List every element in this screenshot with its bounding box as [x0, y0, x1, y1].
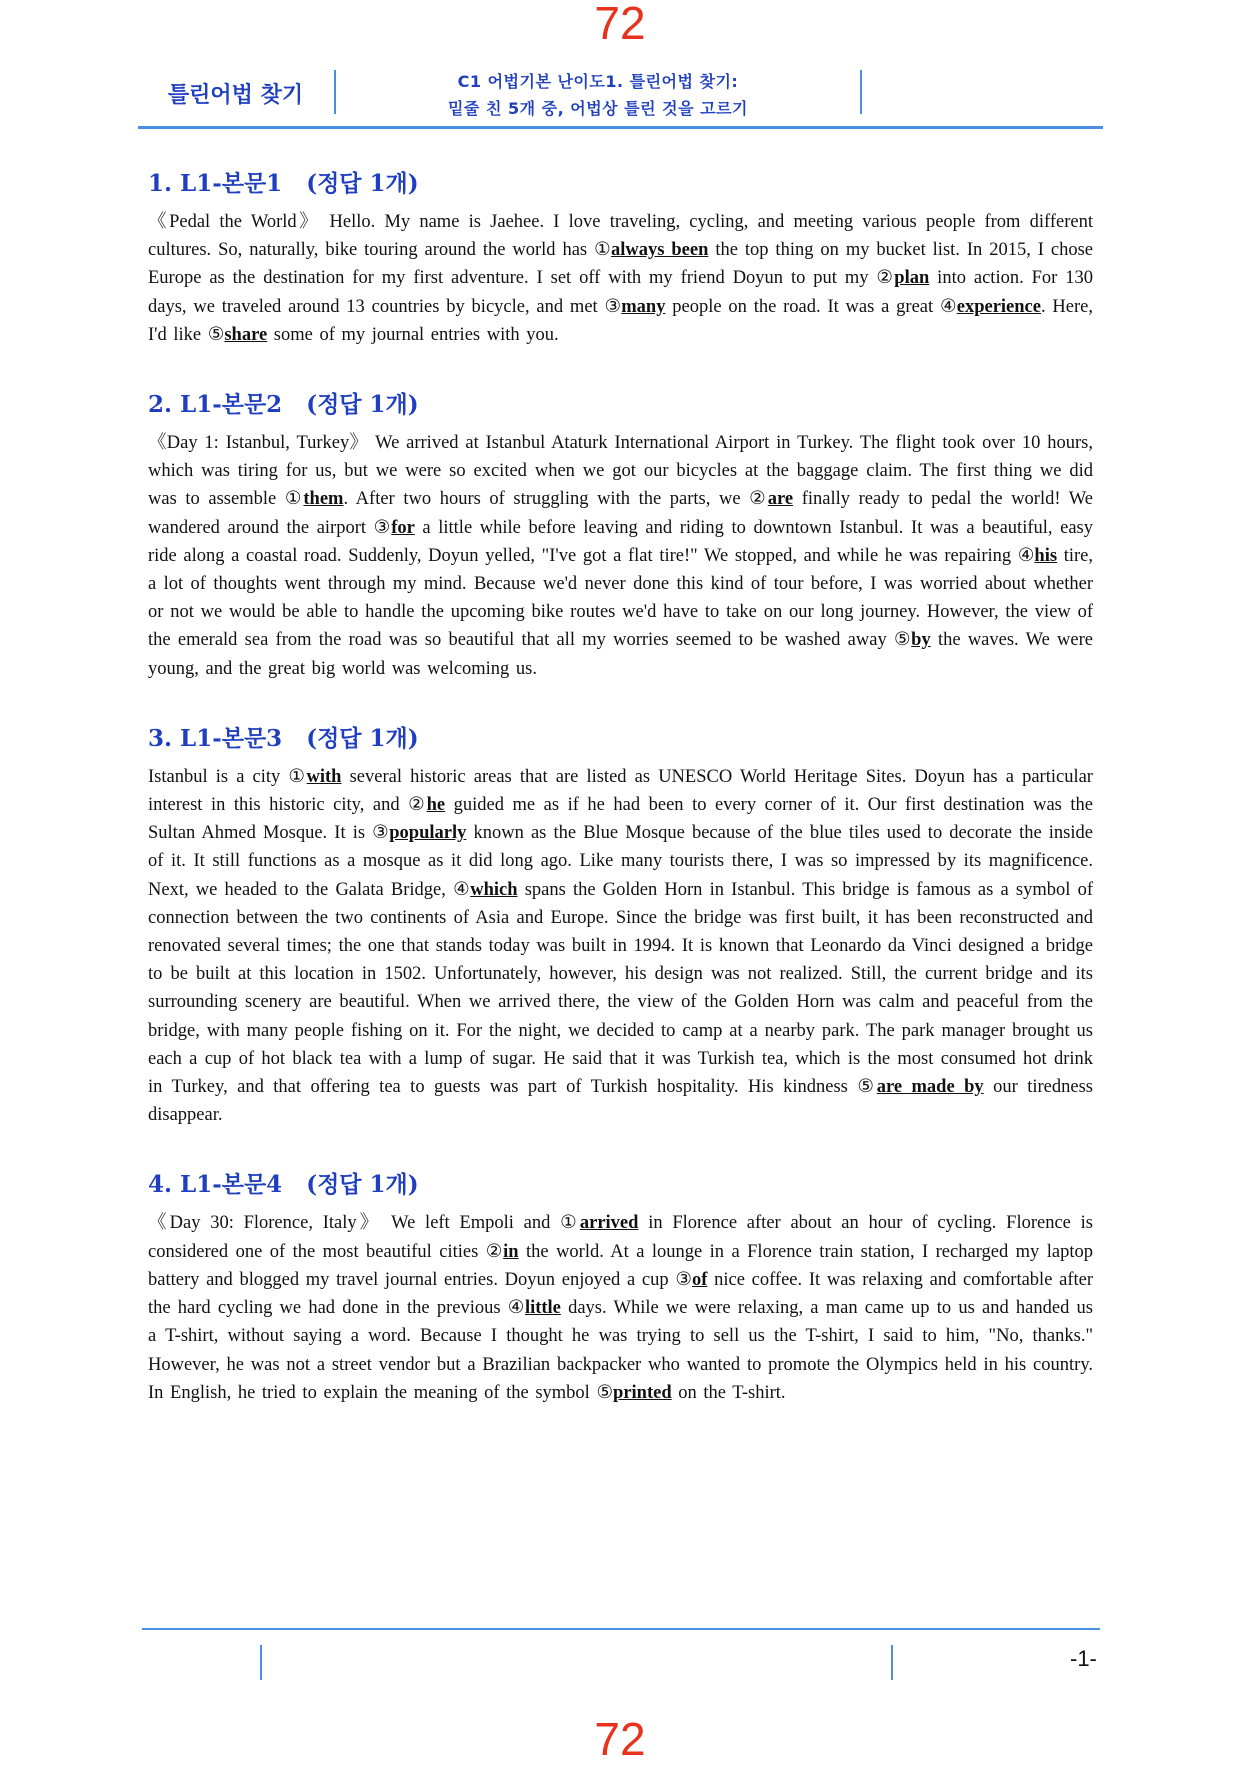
footer-divider-left	[260, 1645, 262, 1680]
question-2	[148, 385, 1093, 683]
passage-text: into action. For 130 days, we traveled around 13 countries by bicycle, and met	[148, 268, 1093, 317]
passage-text: . After two hours of struggling with the parts, we	[343, 489, 750, 510]
question-passage	[148, 208, 1093, 349]
choice-marker: ②	[876, 268, 895, 289]
passage-text: people on the road. It was a great	[665, 296, 940, 317]
choice-marker: ③	[604, 296, 622, 317]
underlined-choice: he	[426, 795, 446, 816]
passage-text: some of my journal entries with you.	[267, 324, 559, 345]
passage-text: finally ready to pedal the world! We wandered around the airport	[148, 489, 1093, 538]
choice-marker: ⑤	[857, 1077, 877, 1098]
passage-text: the world. At a lounge in a Florence train station, I recharged my laptop battery and blogged my travel journal entries. Doyun enjoyed a cup	[148, 1241, 1093, 1290]
underlined-choice: popularly	[389, 823, 467, 844]
header-center-line-1: C1 어법기본 난이도1. 틀린어법 찾기:	[457, 72, 739, 91]
passage-text: nice coffee. It was relaxing and comfortable after the hard cycling we had done in the previous	[148, 1269, 1093, 1319]
passage-text: the waves. We were young, and the great big world was welcoming us.	[148, 630, 1093, 679]
choice-marker: ①	[288, 766, 307, 787]
header-center-title	[338, 68, 858, 122]
choice-marker: ①	[594, 240, 611, 261]
underlined-choice: which	[470, 879, 518, 900]
choice-marker: ③	[372, 823, 390, 844]
page-number-top: 72	[594, 0, 646, 49]
header-center-line-2: 밑줄 친 5개 중, 어법상 틀린 것을 고르기	[447, 99, 749, 118]
passage-text: in Florence after about an hour of cycling. Florence is considered one of the most beautiful cities	[148, 1213, 1093, 1262]
choice-marker: ④	[939, 296, 957, 317]
choice-marker: ④	[507, 1298, 525, 1319]
passage-text: 《Day 1: Istanbul, Turkey》 We arrived at Istanbul Ataturk International Airport in Turkey. The flight took over 10 hours, which was tiring for us, but we were so excited when we got our bicycles at the baggage claim. The first thing we did was to assemble	[148, 433, 1093, 510]
passage-text: Istanbul is a city	[148, 766, 289, 787]
question-4	[148, 1165, 1093, 1406]
passage-text: . Here, I'd like	[148, 296, 1093, 345]
underlined-choice: are	[767, 489, 794, 510]
underlined-choice: little	[524, 1298, 561, 1319]
passage-text: our tiredness disappear.	[148, 1077, 1093, 1126]
choice-marker: ③	[675, 1269, 692, 1290]
questions-content	[148, 164, 1093, 1407]
choice-marker: ④	[1017, 545, 1035, 566]
question-1	[148, 164, 1093, 349]
underlined-choice: in	[503, 1241, 519, 1262]
header-divider-right	[860, 70, 862, 114]
choice-marker: ⑤	[893, 630, 912, 651]
passage-text: days. While we were relaxing, a man came up to us and handed us a T-shirt, without saying a word. Because I thought he was trying to sell us the T-shirt, I said to him, "No, thanks." However, he was not a street vendor but a Brazilian backpacker who wanted to promote the Olympics held in his country. In English, he tried to explain the meaning of the symbol	[148, 1298, 1093, 1403]
underlined-choice: printed	[613, 1382, 672, 1403]
footer-page-number: -1-	[1070, 1646, 1097, 1671]
choice-marker: ②	[749, 489, 768, 510]
header-divider-left	[334, 70, 336, 114]
footer-rule	[142, 1628, 1100, 1630]
passage-text: tire, a lot of thoughts went through my mind. Because we'd never done this kind of tour before, I was worried about whether or not we would be able to handle the upcoming bike routes we'd have to take on our long journey. However, the view of the emerald sea from the road was so beautiful that all my worries seemed to be washed away	[148, 545, 1093, 651]
question-title: 4. L1-본문4 (정답 1개)	[148, 1171, 419, 1199]
underlined-choice: experience	[956, 296, 1041, 317]
passage-text: several historic areas that are listed as UNESCO World Heritage Sites. Doyun has a particular interest in this historic city, and	[148, 766, 1093, 816]
underlined-choice: them	[303, 489, 344, 510]
passage-text: spans the Golden Horn in Istanbul. This bridge is famous as a symbol of connection between the two continents of Asia and Europe. Since the bridge was first built, it has been reconstructed and renovated several times; the one that stands today was built in 1994. It is known that Leonardo da Vinci designed a bridge to be built at this location in 1502. Unfortunately, however, his design was not realized. Still, the current bridge and its surrounding scenery are beautiful. When we arrived there, the view of the Golden Horn was calm and peaceful from the bridge, with many people fishing on it. For the night, we decided to camp at a nearby park. The park manager brought us each a cup of hot black tea with a lump of sugar. He said that it was Turkish tea, which is the most consumed hot drink in Turkey, and that offering tea to guests was part of Turkish hospitality. His kindness	[148, 879, 1093, 1098]
choice-marker: ②	[408, 795, 427, 816]
underlined-choice: are made by	[876, 1077, 984, 1098]
choice-marker: ①	[560, 1213, 580, 1234]
passage-text: the top thing on my bucket list. In 2015, I chose Europe as the destination for my first adventure. I set off with my friend Doyun to put my	[148, 240, 1093, 289]
underlined-choice: plan	[894, 268, 930, 289]
underlined-choice: by	[911, 630, 931, 651]
header-left-title: 틀린어법 찾기	[167, 83, 304, 108]
choice-marker: ①	[284, 489, 304, 510]
question-3	[148, 719, 1093, 1130]
choice-marker: ④	[453, 879, 471, 900]
underlined-choice: his	[1034, 545, 1058, 566]
footer-divider-right	[891, 1645, 893, 1680]
passage-text: a little while before leaving and riding to downtown Istanbul. It was a beautiful, easy ride along a coastal road. Suddenly, Doyun yelled, "I've got a flat tire!" We stopped, and while he was repairing	[148, 517, 1093, 566]
choice-marker: ②	[485, 1241, 504, 1262]
passage-text: 《Day 30: Florence, Italy》 We left Empoli and	[148, 1213, 561, 1234]
question-title: 2. L1-본문2 (정답 1개)	[148, 391, 419, 419]
underlined-choice: with	[306, 766, 342, 787]
document-header	[138, 64, 1103, 129]
question-title: 1. L1-본문1 (정답 1개)	[148, 170, 419, 197]
choice-marker: ⑤	[596, 1382, 614, 1403]
question-title: 3. L1-본문3 (정답 1개)	[148, 724, 419, 752]
passage-text: 《Pedal the World》 Hello. My name is Jaehee. I love traveling, cycling, and meeting various people from different cultures. So, naturally, bike touring around the world has	[148, 212, 1093, 261]
underlined-choice: of	[692, 1269, 708, 1290]
question-passage	[148, 1209, 1093, 1406]
underlined-choice: for	[391, 517, 415, 538]
underlined-choice: always been	[610, 240, 709, 261]
passage-text: on the T-shirt.	[671, 1382, 786, 1403]
underlined-choice: arrived	[579, 1213, 639, 1234]
passage-text: known as the Blue Mosque because of the blue tiles used to decorate the inside of it. It still functions as a mosque as it did long ago. Like many tourists there, I was so impressed by its magnificence. Next, we headed to the Galata Bridge,	[148, 823, 1093, 900]
passage-text: guided me as if he had been to every corner of it. Our first destination was the Sultan Ahmed Mosque. It is	[148, 795, 1093, 844]
page-number-bottom: 72	[594, 1713, 646, 1765]
underlined-choice: share	[224, 324, 268, 345]
underlined-choice: many	[621, 296, 666, 317]
question-passage	[148, 429, 1093, 683]
choice-marker: ③	[373, 517, 392, 538]
question-passage	[148, 763, 1093, 1130]
choice-marker: ⑤	[207, 324, 225, 345]
